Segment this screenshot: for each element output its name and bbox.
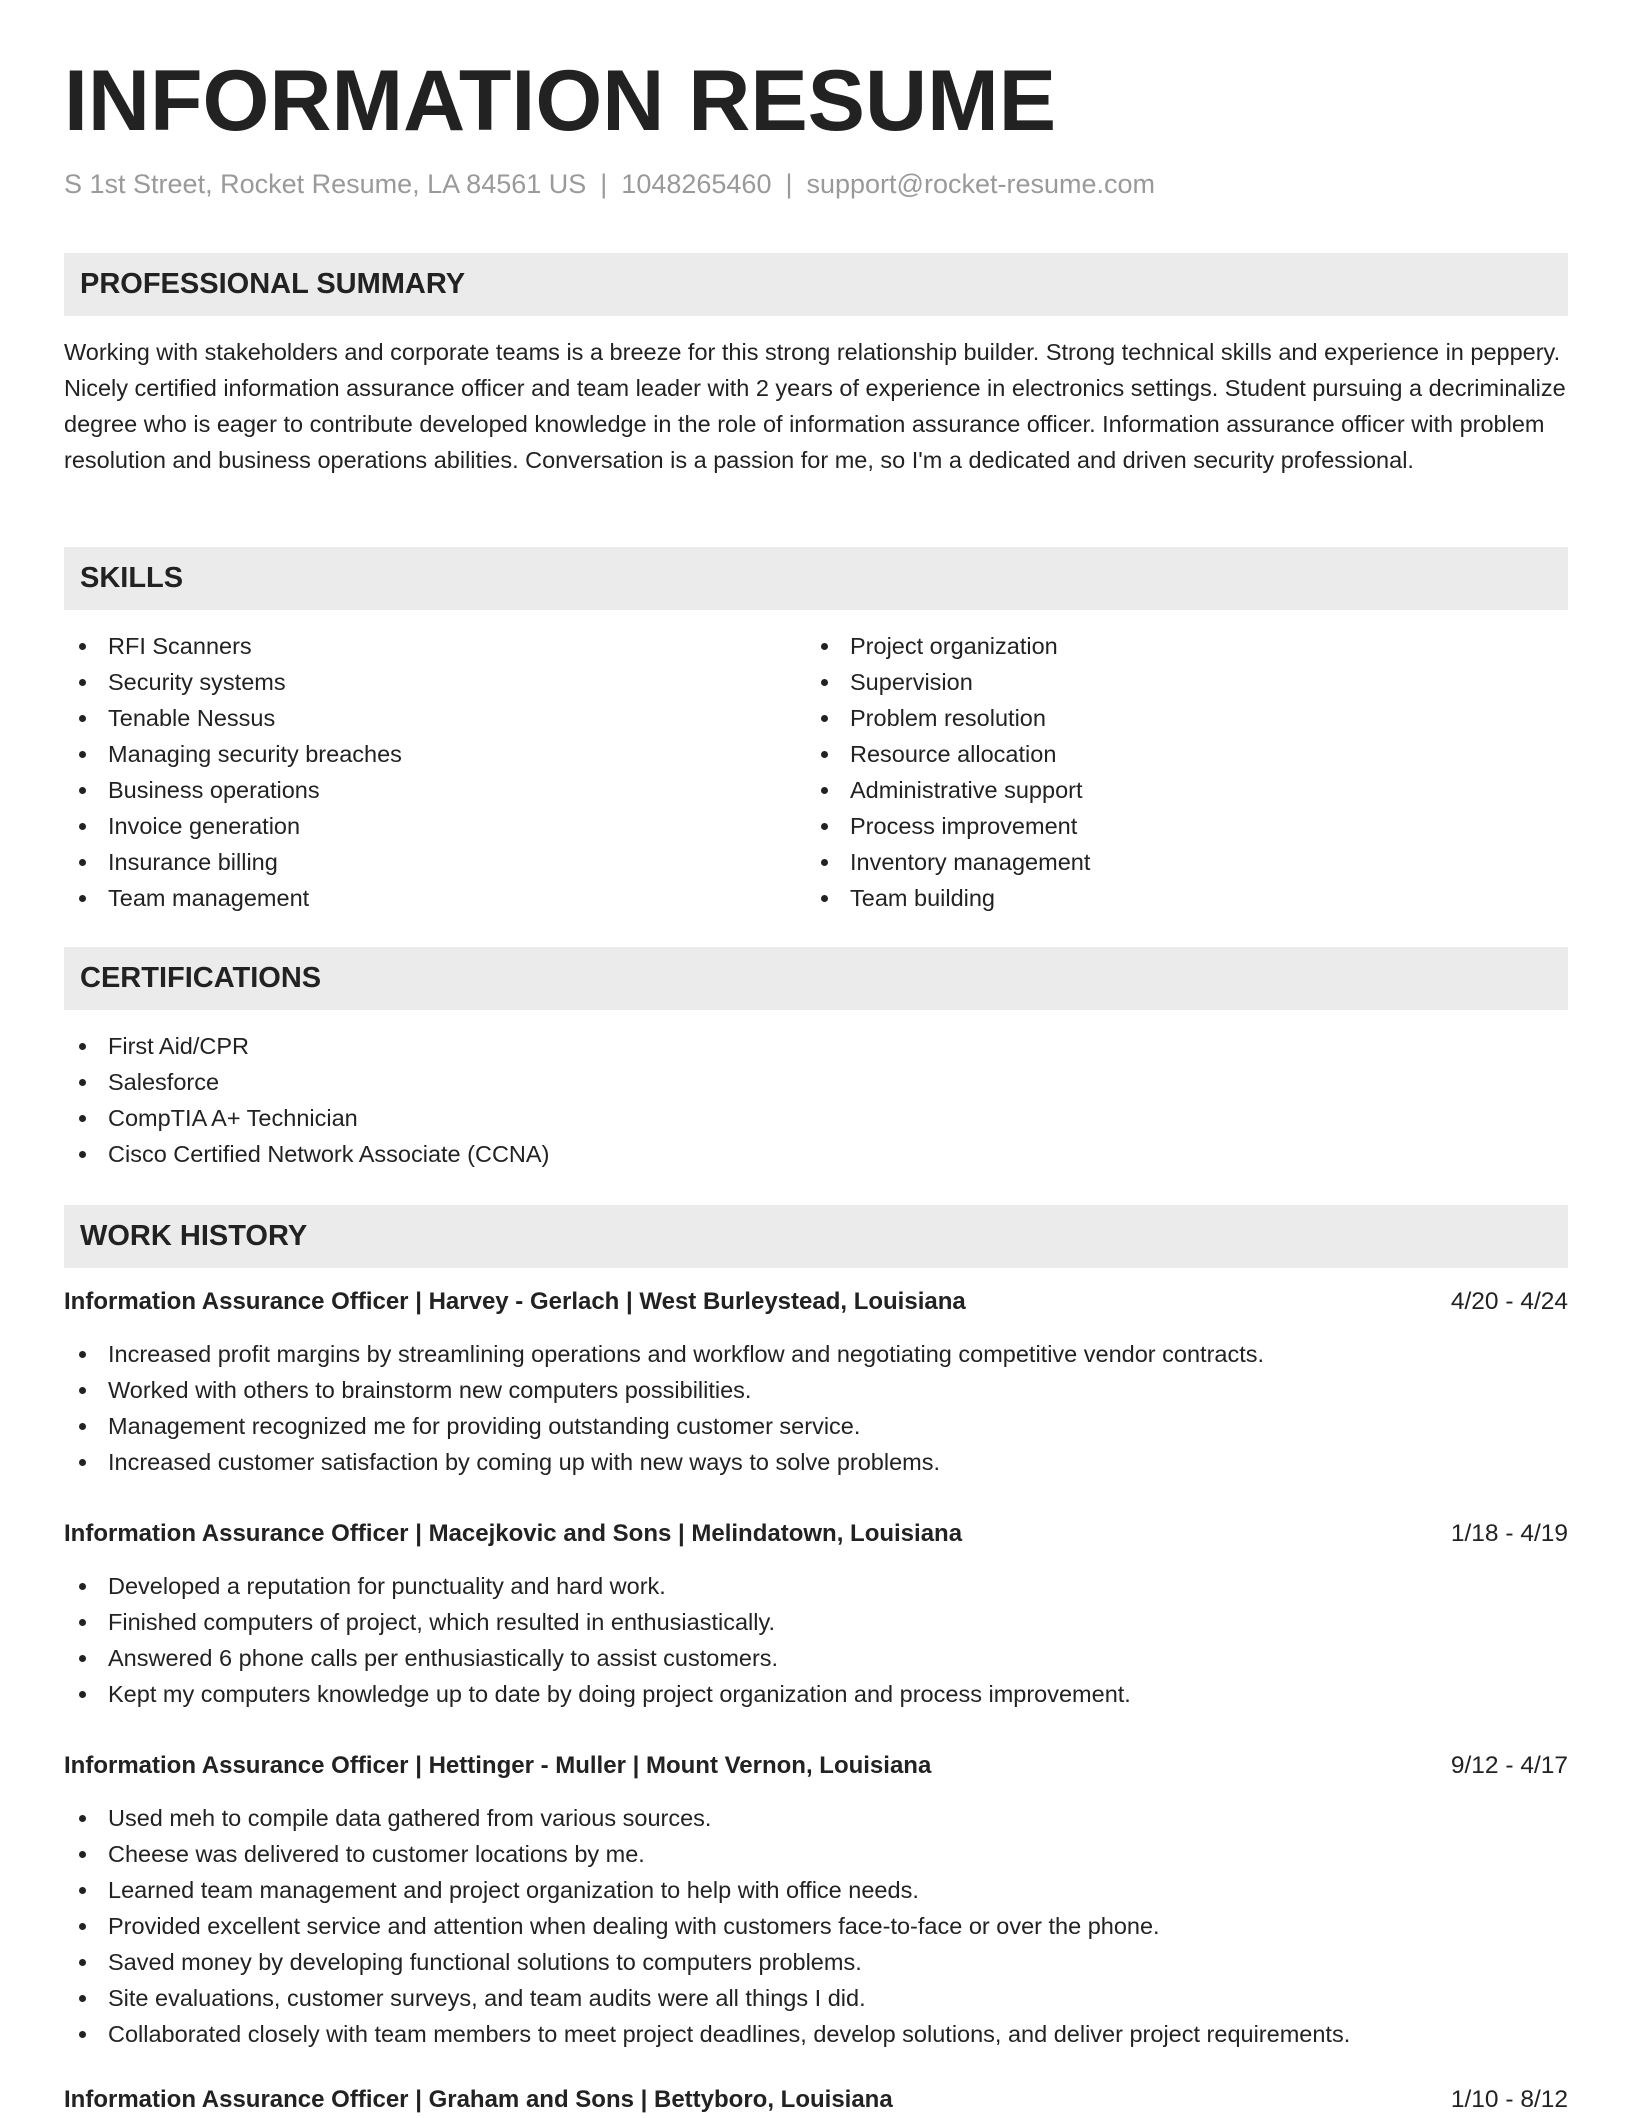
skill-item xyxy=(806,880,1090,916)
job-bullet-text: Developed a reputation for punctuality and hard work. xyxy=(108,1573,666,1599)
skill-item-text: Insurance billing xyxy=(108,849,278,875)
skills-list-right xyxy=(806,628,1090,916)
skill-item-text: Project organization xyxy=(850,633,1058,659)
bullet-icon xyxy=(79,787,86,794)
job-dates: 4/20 - 4/24 xyxy=(1450,1288,1568,1315)
skill-item-text: RFI Scanners xyxy=(108,633,252,659)
skill-item-text: Process improvement xyxy=(850,813,1078,839)
contact-phone: 1048265460 xyxy=(621,169,772,199)
job-bullet xyxy=(64,1568,1131,1604)
bullet-icon xyxy=(79,1851,86,1858)
job-bullet-text: Learned team management and project organization to help with office needs. xyxy=(108,1877,919,1903)
skill-item xyxy=(806,772,1090,808)
bullet-icon xyxy=(79,751,86,758)
certification-item-text: Salesforce xyxy=(108,1069,220,1095)
job-bullet-text: Saved money by developing functional solutions to computers problems. xyxy=(108,1949,862,1975)
job-bullet-text: Cheese was delivered to customer locations by me. xyxy=(108,1841,645,1867)
skill-item xyxy=(64,736,402,772)
job-bullet xyxy=(64,1444,1264,1480)
job-bullet xyxy=(64,1872,1350,1908)
job-dates: 1/18 - 4/19 xyxy=(1450,1520,1568,1547)
job-bullets xyxy=(64,1336,1264,1480)
bullet-icon xyxy=(79,643,86,650)
certification-item-text: Cisco Certified Network Associate (CCNA) xyxy=(108,1141,550,1167)
contact-separator: | xyxy=(785,169,793,199)
summary-text: Working with stakeholders and corporate teams is a breeze for this strong relationship builder. Strong technical skills and experience in peppery. Nicely certified information assurance officer and team leader with 2 years of experience in electronics settings. Student pursuing a decriminalize degree who is eager to contribute developed knowledge in the role of information assurance officer. Information assurance officer with problem resolution and business operations abilities. Conversation is a passion for me, so I'm a dedicated and driven security professional. xyxy=(64,339,1566,473)
work-history-heading: WORK HISTORY xyxy=(64,1205,1568,1268)
bullet-icon xyxy=(79,823,86,830)
certification-item-text: CompTIA A+ Technician xyxy=(108,1105,358,1131)
job-bullet xyxy=(64,1800,1350,1836)
certifications-list xyxy=(64,1028,549,1172)
certification-item xyxy=(64,1028,549,1064)
skill-item xyxy=(806,664,1090,700)
skill-item xyxy=(806,844,1090,880)
skill-item xyxy=(806,736,1090,772)
bullet-icon xyxy=(79,1423,86,1430)
job-bullet-text: Used meh to compile data gathered from various sources. xyxy=(108,1805,712,1831)
job-title: Information Assurance Officer | Macejkovic and Sons | Melindatown, Louisiana xyxy=(64,1520,963,1547)
bullet-icon xyxy=(79,1887,86,1894)
bullet-icon xyxy=(79,1995,86,2002)
bullet-icon xyxy=(79,679,86,686)
bullet-icon xyxy=(79,1583,86,1590)
bullet-icon xyxy=(821,715,828,722)
bullet-icon xyxy=(79,859,86,866)
job-bullet-text: Increased customer satisfaction by coming up with new ways to solve problems. xyxy=(108,1449,941,1475)
bullet-icon xyxy=(79,1351,86,1358)
skill-item xyxy=(806,700,1090,736)
job-bullet-text: Provided excellent service and attention when dealing with customers face-to-face or over the phone. xyxy=(108,1913,1160,1939)
job-bullet xyxy=(64,1908,1350,1944)
job-bullet xyxy=(64,1944,1350,1980)
bullet-icon xyxy=(79,2031,86,2038)
job-bullet xyxy=(64,2016,1350,2052)
skill-item xyxy=(64,808,402,844)
contact-separator: | xyxy=(600,169,608,199)
bullet-icon xyxy=(821,787,828,794)
bullet-icon xyxy=(79,1959,86,1966)
certification-item xyxy=(64,1064,549,1100)
skill-item xyxy=(64,844,402,880)
bullet-icon xyxy=(79,1043,86,1050)
job-bullets xyxy=(64,1800,1350,2052)
skill-item xyxy=(64,628,402,664)
skill-item-text: Resource allocation xyxy=(850,741,1057,767)
bullet-icon xyxy=(79,1387,86,1394)
job-bullet-text: Worked with others to brainstorm new computers possibilities. xyxy=(108,1377,752,1403)
skill-item xyxy=(64,700,402,736)
job-bullets xyxy=(64,1568,1131,1712)
bullet-icon xyxy=(79,1115,86,1122)
certification-item xyxy=(64,1136,549,1172)
job-bullet xyxy=(64,1640,1131,1676)
skill-item xyxy=(64,772,402,808)
skill-item-text: Tenable Nessus xyxy=(108,705,276,731)
contact-line xyxy=(64,166,1155,202)
bullet-icon xyxy=(79,1691,86,1698)
bullet-icon xyxy=(79,1815,86,1822)
job-bullet xyxy=(64,1408,1264,1444)
job-title: Information Assurance Officer | Hettinger - Muller | Mount Vernon, Louisiana xyxy=(64,1752,932,1779)
bullet-icon xyxy=(821,679,828,686)
summary-heading: PROFESSIONAL SUMMARY xyxy=(64,253,1568,316)
bullet-icon xyxy=(79,1079,86,1086)
bullet-icon xyxy=(79,1923,86,1930)
skill-item xyxy=(806,808,1090,844)
contact-email: support@rocket-resume.com xyxy=(806,169,1156,199)
skills-list-left xyxy=(64,628,402,916)
resume-name: INFORMATION RESUME xyxy=(64,53,1057,149)
contact-address: S 1st Street, Rocket Resume, LA 84561 US xyxy=(64,169,587,199)
job-title: Information Assurance Officer | Graham and Sons | Bettyboro, Louisiana xyxy=(64,2086,893,2113)
bullet-icon xyxy=(79,1151,86,1158)
bullet-icon xyxy=(821,751,828,758)
skill-item-text: Security systems xyxy=(108,669,286,695)
job-bullet-text: Site evaluations, customer surveys, and team audits were all things I did. xyxy=(108,1985,866,2011)
skill-item-text: Managing security breaches xyxy=(108,741,402,767)
skill-item-text: Business operations xyxy=(108,777,320,803)
certification-item-text: First Aid/CPR xyxy=(108,1033,250,1059)
skill-item xyxy=(806,628,1090,664)
job-bullet xyxy=(64,1372,1264,1408)
skills-heading: SKILLS xyxy=(64,547,1568,610)
skill-item-text: Team management xyxy=(108,885,310,911)
job-bullet xyxy=(64,1676,1131,1712)
job-bullet-text: Management recognized me for providing outstanding customer service. xyxy=(108,1413,861,1439)
bullet-icon xyxy=(821,643,828,650)
job-bullet xyxy=(64,1604,1131,1640)
bullet-icon xyxy=(821,859,828,866)
job-dates: 1/10 - 8/12 xyxy=(1450,2086,1568,2113)
bullet-icon xyxy=(79,1619,86,1626)
job-bullet-text: Finished computers of project, which resulted in enthusiastically. xyxy=(108,1609,776,1635)
skill-item-text: Invoice generation xyxy=(108,813,301,839)
skill-item-text: Supervision xyxy=(850,669,973,695)
job-bullet xyxy=(64,1980,1350,2016)
job-bullet-text: Answered 6 phone calls per enthusiastically to assist customers. xyxy=(108,1645,779,1671)
bullet-icon xyxy=(79,895,86,902)
skill-item-text: Administrative support xyxy=(850,777,1083,803)
skill-item xyxy=(64,664,402,700)
certification-item xyxy=(64,1100,549,1136)
bullet-icon xyxy=(821,823,828,830)
skill-item xyxy=(64,880,402,916)
bullet-icon xyxy=(79,1459,86,1466)
bullet-icon xyxy=(821,895,828,902)
job-bullet-text: Increased profit margins by streamlining operations and workflow and negotiating competitive vendor contracts. xyxy=(108,1341,1265,1367)
certifications-heading: CERTIFICATIONS xyxy=(64,947,1568,1010)
job-bullet-text: Collaborated closely with team members to meet project deadlines, develop solutions, and deliver project requirements. xyxy=(108,2021,1351,2047)
skill-item-text: Inventory management xyxy=(850,849,1091,875)
bullet-icon xyxy=(79,1655,86,1662)
job-dates: 9/12 - 4/17 xyxy=(1450,1752,1568,1779)
job-bullet xyxy=(64,1336,1264,1372)
job-bullet xyxy=(64,1836,1350,1872)
job-title: Information Assurance Officer | Harvey - Gerlach | West Burleystead, Louisiana xyxy=(64,1288,966,1315)
bullet-icon xyxy=(79,715,86,722)
job-bullet-text: Kept my computers knowledge up to date by doing project organization and process improvement. xyxy=(108,1681,1131,1707)
skill-item-text: Problem resolution xyxy=(850,705,1046,731)
skill-item-text: Team building xyxy=(850,885,996,911)
